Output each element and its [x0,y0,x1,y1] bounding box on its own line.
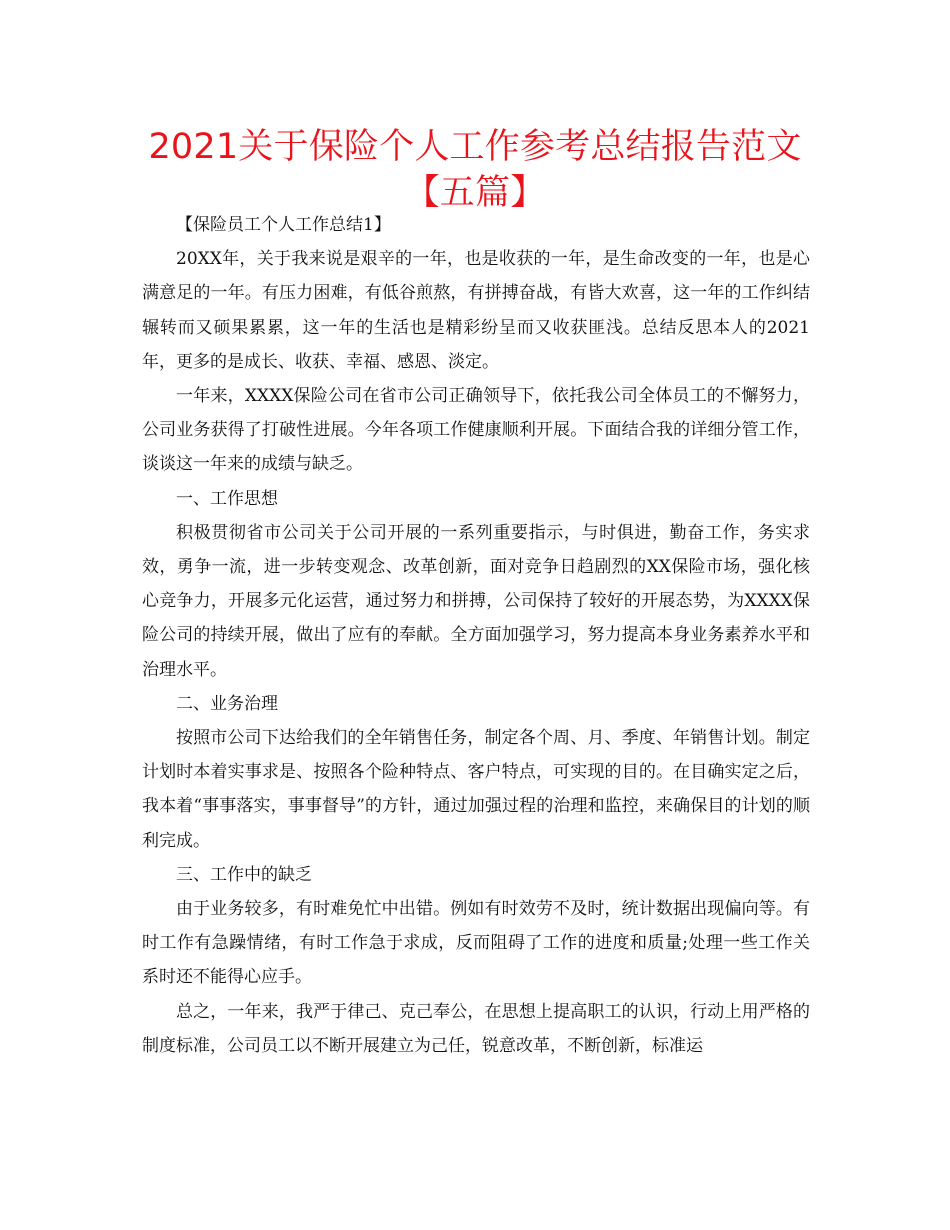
section-heading: 三、工作中的缺乏 [176,864,312,885]
section-heading: 二、业务治理 [176,693,278,714]
body-paragraph: 积极贯彻省市公司关于公司开展的一系列重要指示，与时俱进，勤奋工作，务实求效，勇争一流，进一步转变观念、改革创新，面对竞争日趋剧烈的XX保险市场，强化核心竞争力，开展多元化运营，通过努力和拼搏，公司保持了较好的开展态势，为XXXX保险公司的持续开展，做出了应有的奉献。全方面加强学习，努力提高本身业务素养水平和治理水平。 [142,522,810,680]
document-title: 2021关于保险个人工作参考总结报告范文【五篇】 [148,127,802,213]
body-paragraph: 一年来，XXXX保险公司在省市公司正确领导下，依托我公司全体员工的不懈努力，公司业务获得了打破性进展。今年各项工作健康顺利开展。下面结合我的详细分管工作，谈谈这一年来的成绩与缺乏。 [142,386,810,475]
body-paragraph: 20XX年，关于我来说是艰辛的一年，也是收获的一年，是生命改变的一年，也是心满意足的一年。有压力困难，有低谷煎熬，有拼搏奋战，有皆大欢喜，这一年的工作纠结辗转而又硕果累累，这一年的生活也是精彩纷呈而又收获匪浅。总结反思本人的2021年，更多的是成长、收获、幸福、感恩、淡定。 [142,249,810,372]
document-body [142,208,810,1063]
body-paragraph: 总之，一年来，我严于律己、克己奉公，在思想上提高职工的认识，行动上用严格的制度标准，公司员工以不断开展建立为己任，锐意改革，不断创新，标准运 [142,1001,810,1056]
section-heading: 【保险员工个人工作总结1】 [176,215,391,235]
section-heading: 一、工作思想 [176,488,278,509]
body-paragraph: 由于业务较多，有时难免忙中出错。例如有时效劳不及时，统计数据出现偏向等。有时工作有急躁情绪，有时工作急于求成，反而阻碍了工作的进度和质量;处理一些工作关系时还不能得心应手。 [142,899,810,988]
body-paragraph: 按照市公司下达给我们的全年销售任务，制定各个周、月、季度、年销售计划。制定计划时本着实事求是、按照各个险种特点、客户特点，可实现的目的。在目确实定之后，我本着“事事落实，事事督导”的方针，通过加强过程的治理和监控，来确保目的计划的顺利完成。 [142,728,810,851]
